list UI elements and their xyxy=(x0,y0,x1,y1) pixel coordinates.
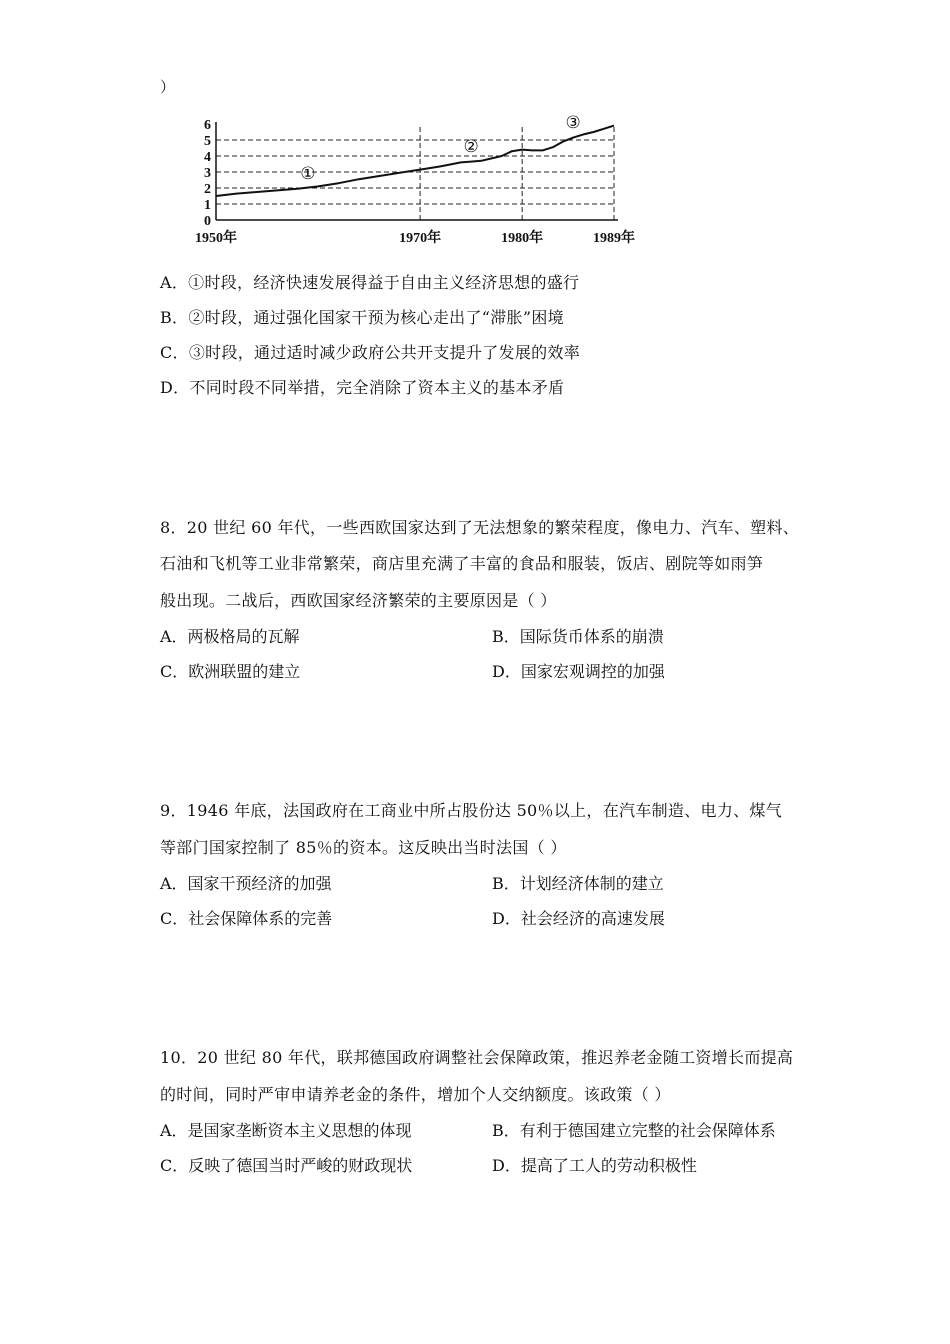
q7-option-c[interactable]: C．③时段，通过适时减少政府公共开支提升了发展的效率 xyxy=(160,343,581,362)
line-chart xyxy=(190,112,660,252)
q9-stem-line-2: 等部门国家控制了 85％的资本。这反映出当时法国（ ） xyxy=(160,838,567,857)
q8-option-d[interactable]: D．国家宏观调控的加强 xyxy=(492,662,665,681)
stage-marker: ③ xyxy=(565,113,581,133)
y-tick-label: 2 xyxy=(204,182,211,197)
series-line xyxy=(216,126,614,196)
y-tick-label: 6 xyxy=(204,118,211,133)
q9-option-d[interactable]: D．社会经济的高速发展 xyxy=(492,909,665,928)
stage-marker: ② xyxy=(463,137,479,157)
y-tick-label: 5 xyxy=(204,134,211,149)
y-tick-label: 0 xyxy=(204,214,211,229)
q9-option-c[interactable]: C．社会保障体系的完善 xyxy=(160,909,333,928)
q10-stem-line-1: 10．20 世纪 80 年代，联邦德国政府调整社会保障政策，推迟养老金随工资增长而提高 xyxy=(160,1048,794,1067)
y-tick-label: 3 xyxy=(204,166,211,181)
stage-marker: ① xyxy=(300,164,316,185)
q10-option-b[interactable]: B．有利于德国建立完整的社会保障体系 xyxy=(492,1121,776,1140)
q9-stem-line-1: 9．1946 年底，法国政府在工商业中所占股份达 50％以上，在汽车制造、电力、煤气 xyxy=(160,801,783,820)
x-tick-label: 1950年 xyxy=(195,231,237,246)
x-tick-label: 1970年 xyxy=(399,231,442,246)
q8-stem-line-2: 石油和飞机等工业非常繁荣，商店里充满了丰富的食品和服装，饭店、剧院等如雨笋 xyxy=(160,554,764,573)
q10-option-a[interactable]: A．是国家垄断资本主义思想的体现 xyxy=(160,1121,412,1140)
q8-option-a[interactable]: A．两极格局的瓦解 xyxy=(160,627,300,646)
q10-option-c[interactable]: C．反映了德国当时严峻的财政现状 xyxy=(160,1156,413,1175)
q8-stem-line-3: 般出现。二战后，西欧国家经济繁荣的主要原因是（ ） xyxy=(160,591,557,610)
q8-option-b[interactable]: B．国际货币体系的崩溃 xyxy=(492,627,664,646)
q7-option-a[interactable]: A．①时段，经济快速发展得益于自由主义经济思想的盛行 xyxy=(160,273,580,292)
q8-stem-line-1: 8．20 世纪 60 年代，一些西欧国家达到了无法想象的繁荣程度，像电力、汽车、塑料、 xyxy=(160,518,800,537)
q9-option-a[interactable]: A．国家干预经济的加强 xyxy=(160,874,332,893)
x-tick-label: 1980年 xyxy=(501,231,544,246)
stem-closing-paren: ） xyxy=(160,78,176,96)
q10-stem-line-2: 的时间，同时严审申请养老金的条件，增加个人交纳额度。该政策（ ） xyxy=(160,1085,671,1104)
q8-option-c[interactable]: C．欧洲联盟的建立 xyxy=(160,662,301,681)
x-tick-label: 1989年 xyxy=(593,231,635,246)
q9-option-b[interactable]: B．计划经济体制的建立 xyxy=(492,874,664,893)
y-tick-label: 1 xyxy=(204,198,211,213)
y-tick-label: 4 xyxy=(204,150,211,165)
q10-option-d[interactable]: D．提高了工人的劳动积极性 xyxy=(492,1156,697,1175)
q7-option-b[interactable]: B．②时段，通过强化国家干预为核心走出了“滞胀”困境 xyxy=(160,308,564,327)
q7-option-d[interactable]: D．不同时段不同举措，完全消除了资本主义的基本矛盾 xyxy=(160,378,565,397)
